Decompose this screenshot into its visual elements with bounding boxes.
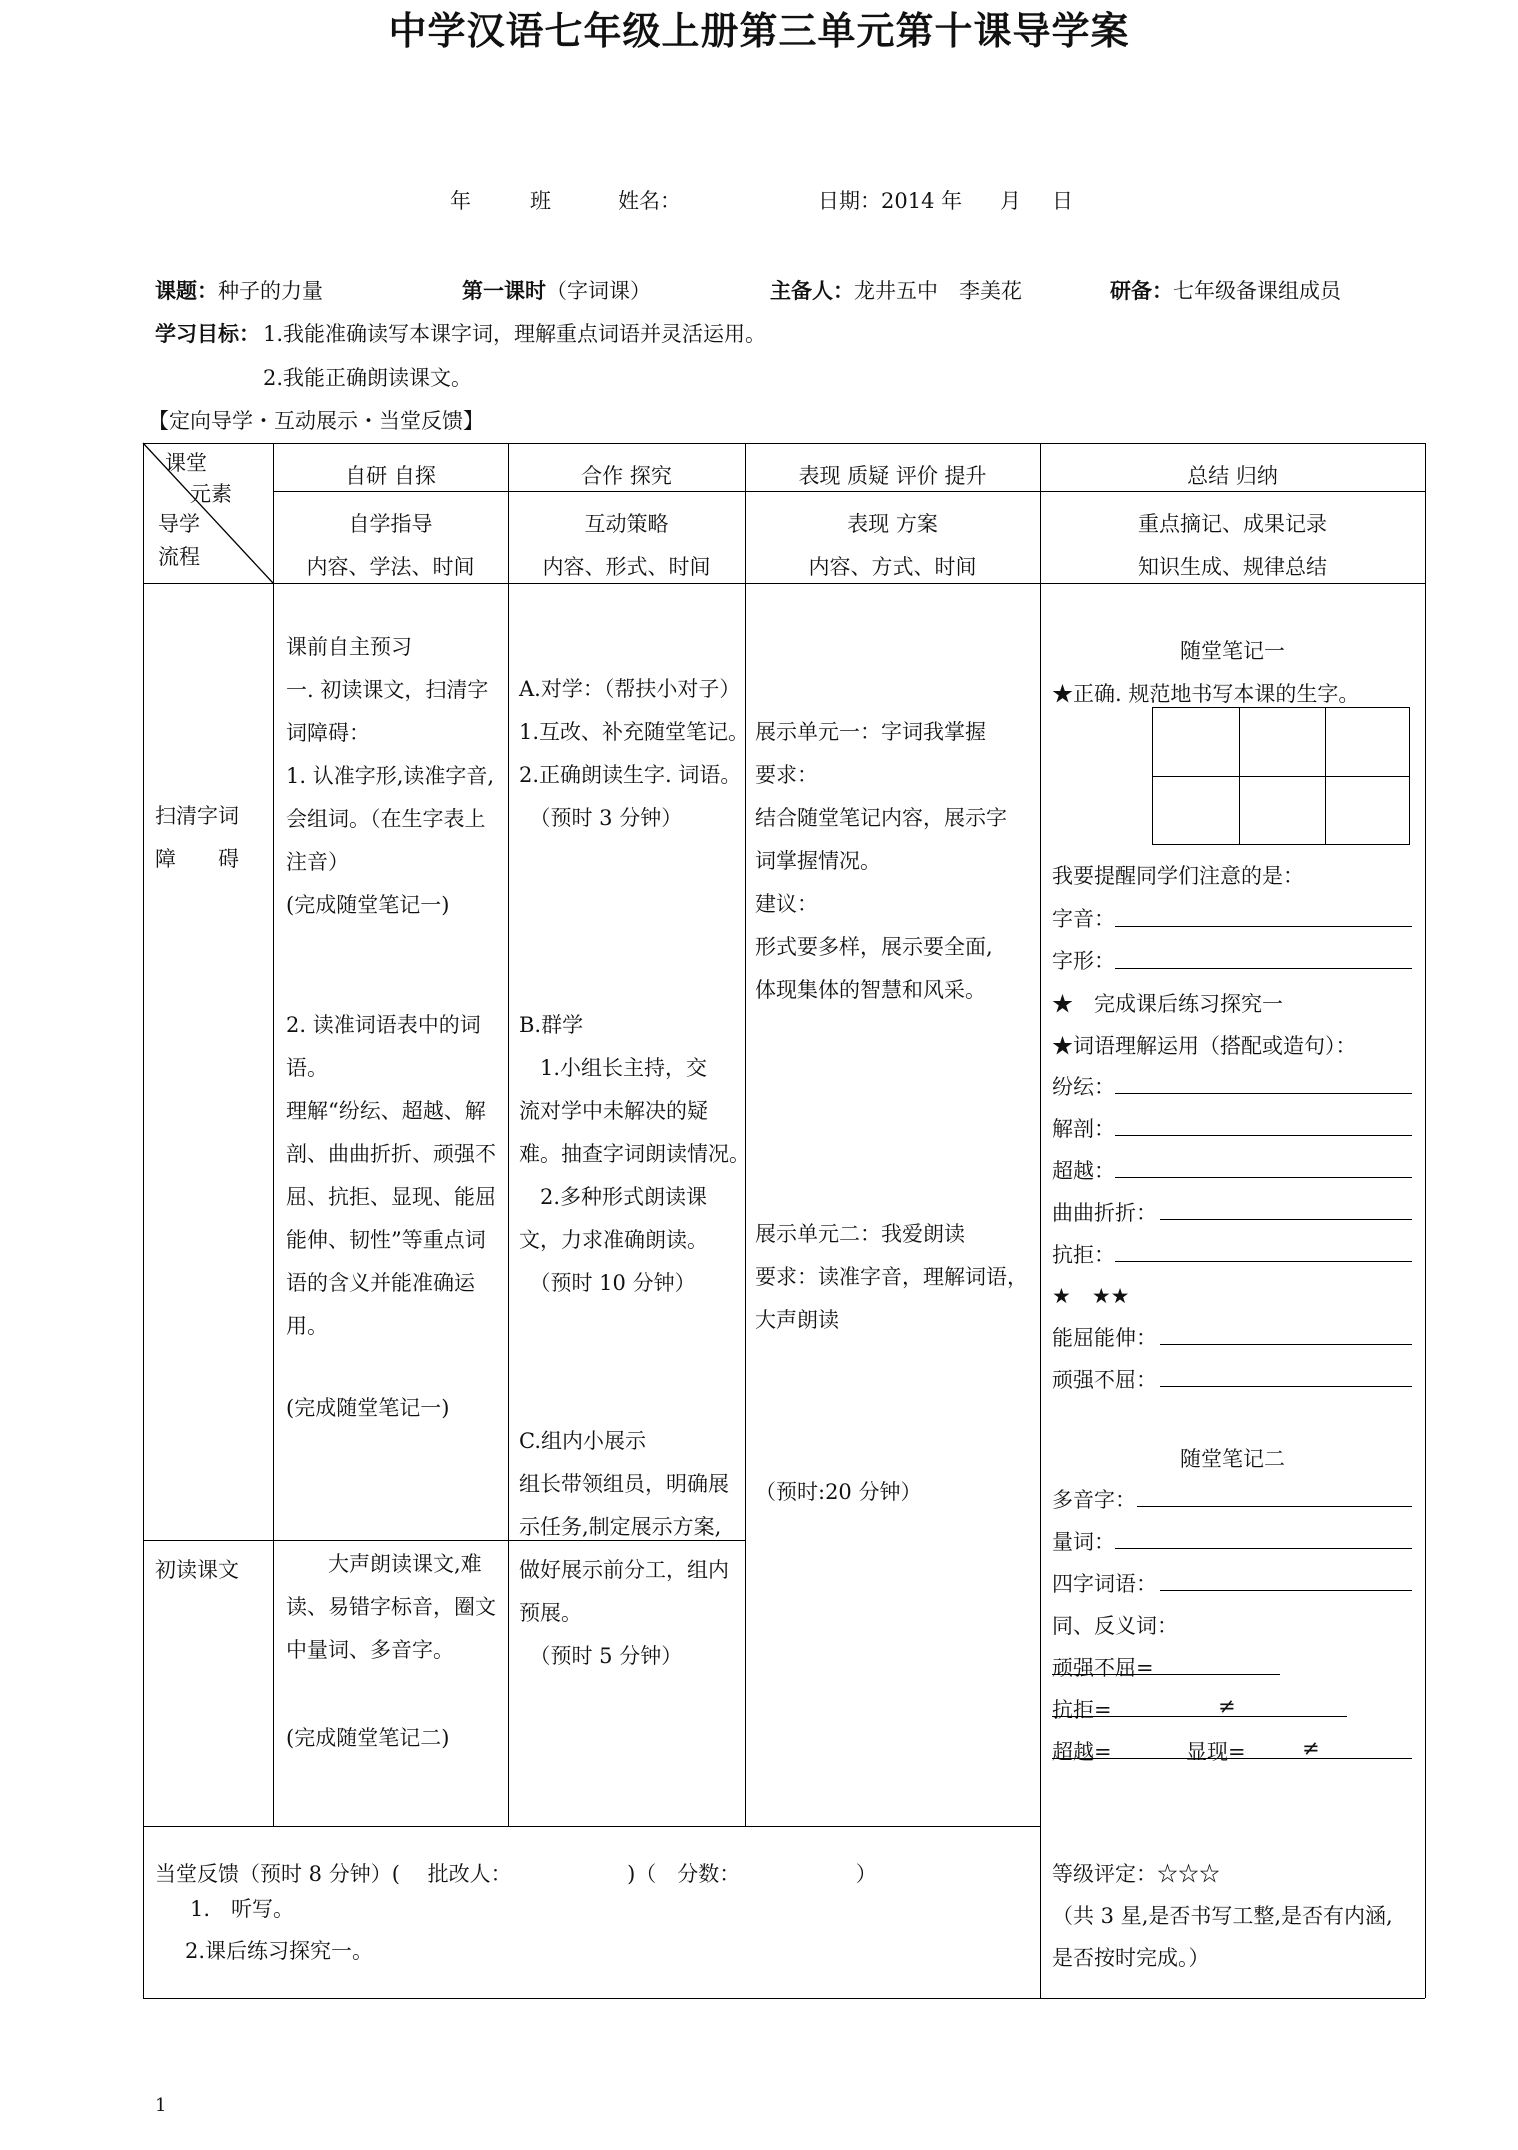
- grade-note-1: （共 3 星,是否书写工整,是否有内涵,: [1052, 1904, 1393, 1928]
- topic-value: 种子的力量: [218, 279, 323, 303]
- word-blank: [1160, 1219, 1412, 1220]
- note2-duoyinzi: 多音字：: [1052, 1488, 1136, 1512]
- col3-b-line: 大声朗读: [755, 1308, 839, 1332]
- grade-label: 年: [450, 189, 471, 213]
- col-sub1-4: 重点摘记、成果记录: [1138, 512, 1327, 536]
- grade-row: [1052, 1858, 1220, 1888]
- col3-a-line: 形式要多样，展示要全面,: [755, 935, 993, 959]
- col2-a-line: A.对学：（帮扶小对子）: [519, 677, 741, 701]
- note2-blank: [1137, 1506, 1412, 1507]
- col-header-3: 表现 质疑 评价 提升: [798, 464, 987, 488]
- col1-b-line: 用。: [286, 1314, 328, 1338]
- col2-block-c: [519, 1420, 729, 1678]
- feedback-item-2: 2.课后练习探究一。: [185, 1939, 374, 1963]
- col3-a-line: 要求：: [755, 763, 818, 787]
- word-blank: [1160, 1344, 1412, 1345]
- col2-b-line: B.群学: [519, 1013, 584, 1037]
- word-blank: [1115, 1135, 1412, 1136]
- word-nengqunengshen: 能屈能伸：: [1052, 1326, 1157, 1350]
- syn-3a: 超越=: [1052, 1740, 1112, 1764]
- note1-title: 随堂笔记一: [1180, 639, 1285, 663]
- date-label: 日期：2014 年: [818, 189, 963, 213]
- word-kangju: 抗拒：: [1052, 1243, 1115, 1267]
- word-blank: [1115, 1093, 1412, 1094]
- col3-a-line: 展示单元一：字词我掌握: [755, 720, 986, 744]
- diag-bot2: 流程: [158, 545, 200, 569]
- syn-2b: ≠: [1218, 1694, 1236, 1718]
- syn-label: 同、反义词：: [1052, 1614, 1178, 1638]
- col3-b-line: 展示单元二：我爱朗读: [755, 1222, 965, 1246]
- word-use-line: ★词语理解运用（搭配或造句）：: [1052, 1034, 1357, 1058]
- word-jiepou: 解剖：: [1052, 1117, 1115, 1141]
- syn-3-underline: [1052, 1758, 1412, 1759]
- note2-title: 随堂笔记二: [1180, 1447, 1285, 1471]
- col-sub2-2: 内容、形式、时间: [542, 555, 711, 579]
- zi-yin-label: 字音：: [1052, 907, 1115, 931]
- class-label: 班: [530, 189, 551, 213]
- syn-3c: ≠: [1302, 1736, 1320, 1760]
- col1-a-line: (完成随堂笔记一): [286, 893, 450, 917]
- col-sub1-2: 互动策略: [584, 512, 669, 536]
- col3-a-line: 结合随堂笔记内容，展示字: [755, 806, 1007, 830]
- preparer-value: 龙井五中 李美花: [854, 279, 1022, 303]
- col-sub1-3: 表现 方案: [847, 512, 938, 536]
- grade-label: 等级评定：: [1052, 1862, 1157, 1886]
- page-number: 1: [155, 2095, 167, 2116]
- col1-block-b: [286, 1004, 496, 1348]
- zi-yin-blank: [1115, 926, 1412, 927]
- note2-sizi: 四字词语：: [1052, 1572, 1157, 1596]
- syn-2-underline: [1052, 1716, 1347, 1717]
- col-sub2-3: 内容、方式、时间: [808, 555, 977, 579]
- col1-b-line: 语的含义并能准确运: [286, 1271, 475, 1295]
- diag-mid: 元素: [190, 482, 232, 506]
- col2-c-line: 组长带领组员，明确展: [519, 1472, 729, 1496]
- research-value: 七年级备课组成员: [1173, 279, 1341, 303]
- month-label: 月: [1000, 189, 1021, 213]
- col-header-2: 合作 探究: [581, 464, 672, 488]
- col1-note-c: (完成随堂笔记一): [286, 1396, 450, 1420]
- row1-label-b: 障 碍: [155, 847, 239, 871]
- col1-a-line: 一. 初读课文，扫清字: [286, 678, 489, 702]
- goals-label: 学习目标：: [155, 321, 260, 346]
- word-chaoyue: 超越：: [1052, 1159, 1115, 1183]
- remind-label: 我要提醒同学们注意的是：: [1052, 864, 1304, 888]
- col-sub2-1: 内容、学法、时间: [306, 555, 475, 579]
- word-blank: [1115, 1261, 1412, 1262]
- page-title: 中学汉语七年级上册第三单元第十课导学案: [388, 9, 1130, 53]
- zi-xing-label: 字形：: [1052, 949, 1115, 973]
- note2-blank: [1115, 1548, 1412, 1549]
- period-note: （字词课）: [546, 279, 651, 303]
- exercise-line: ★ 完成课后练习探究一: [1052, 992, 1283, 1016]
- col3-a-line: 建议：: [755, 892, 818, 916]
- word-blank: [1115, 1177, 1412, 1178]
- col1-d-line: 中量词、多音字。: [286, 1638, 454, 1662]
- col1-b-line: 屈、抗拒、显现、能屈: [286, 1185, 496, 1209]
- col1-a-line: 会组词。（在生字表上: [286, 807, 486, 831]
- character-grid: [1152, 707, 1410, 845]
- col-sub2-4: 知识生成、规律总结: [1138, 555, 1327, 579]
- feedback-item-1: 1. 听写。: [190, 1897, 295, 1921]
- col2-c-line: C.组内小展示: [519, 1429, 646, 1453]
- col2-a-line: 1.互改、补充随堂笔记。: [519, 720, 750, 744]
- word-fenyun: 纷纭：: [1052, 1075, 1115, 1099]
- preparer-label: 主备人：: [770, 278, 854, 303]
- syn-2a: 抗拒=: [1052, 1698, 1112, 1722]
- col-header-4: 总结 归纳: [1187, 464, 1278, 488]
- col3-a-line: 体现集体的智慧和风采。: [755, 978, 986, 1002]
- col2-c-line: 示任务,制定展示方案,: [519, 1515, 722, 1539]
- col2-a-line: 2.正确朗读生字. 词语。: [519, 763, 742, 787]
- stars-line: ★ ★★: [1052, 1284, 1130, 1308]
- zi-xing-blank: [1115, 968, 1412, 969]
- syn-1: 顽强不屈=: [1052, 1656, 1154, 1680]
- diag-bot1: 导学: [158, 512, 200, 536]
- goal-1: 1.我能准确读写本课字词，理解重点词语并灵活运用。: [263, 322, 767, 346]
- row2-label: 初读课文: [155, 1558, 239, 1582]
- syn-3b: 显现=: [1186, 1740, 1246, 1764]
- col1-block-a: [286, 626, 494, 927]
- col1-b-line: 语。: [286, 1056, 328, 1080]
- col1-d-line: 大声朗读课文,难: [286, 1552, 482, 1576]
- col2-b-line: 文，力求准确朗读。: [519, 1228, 708, 1252]
- day-label: 日: [1052, 189, 1073, 213]
- note2-liangci: 量词：: [1052, 1530, 1115, 1554]
- word-blank: [1160, 1386, 1412, 1387]
- col1-b-line: 理解“纷纭、超越、解: [286, 1099, 486, 1123]
- grade-note-2: 是否按时完成。）: [1052, 1946, 1210, 1970]
- period-label: 第一课时: [462, 278, 546, 303]
- col3-time: （预时:20 分钟）: [755, 1480, 922, 1504]
- col1-block-d: [286, 1543, 496, 1672]
- col2-c-line: 做好展示前分工，组内: [519, 1558, 729, 1582]
- note2-blank: [1160, 1590, 1412, 1591]
- col2-c-line: （预时 5 分钟）: [519, 1644, 683, 1668]
- feedback-line: 当堂反馈（预时 8 分钟）( 批改人： )（ 分数： ）: [155, 1862, 877, 1886]
- row1-label-a: 扫清字词: [155, 804, 239, 828]
- research-label: 研备：: [1110, 278, 1173, 303]
- col2-b-line: （预时 10 分钟）: [519, 1271, 696, 1295]
- col1-b-line: 能伸、韧性”等重点词: [286, 1228, 486, 1252]
- col3-a-line: 词掌握情况。: [755, 849, 881, 873]
- col1-a-line: 1. 认准字形,读准字音,: [286, 764, 495, 788]
- col-sub1-1: 自学指导: [348, 512, 433, 536]
- mode-line: 【定向导学・互动展示・当堂反馈】: [148, 409, 484, 433]
- col2-b-line: 流对学中未解决的疑: [519, 1099, 708, 1123]
- name-label: 姓名：: [618, 189, 681, 213]
- col2-block-a: [519, 668, 749, 840]
- col1-b-line: 2. 读准词语表中的词: [286, 1013, 481, 1037]
- col1-d-line: 读、易错字标音，圈文: [286, 1595, 496, 1619]
- col2-b-line: 2.多种形式朗读课: [519, 1185, 708, 1209]
- col2-b-line: 难。抽查字词朗读情况。: [519, 1142, 750, 1166]
- col1-a-line: 注音）: [286, 850, 349, 874]
- word-ququzhezhe: 曲曲折折：: [1052, 1201, 1157, 1225]
- col3-block-b: [755, 1213, 1028, 1342]
- col2-a-line: （预时 3 分钟）: [519, 806, 683, 830]
- col1-a-line: 词障碍：: [286, 721, 370, 745]
- col1-note-e: (完成随堂笔记二): [286, 1726, 450, 1750]
- note1-requirement: ★正确. 规范地书写本课的生字。: [1052, 682, 1360, 706]
- word-wanqiangbuqu: 顽强不屈：: [1052, 1368, 1157, 1392]
- col2-block-b: [519, 1004, 750, 1305]
- goal-2: 2.我能正确朗读课文。: [263, 366, 473, 390]
- col-header-1: 自研 自探: [345, 464, 436, 488]
- diag-top: 课堂: [165, 451, 207, 475]
- grade-stars: ☆☆☆: [1157, 1862, 1220, 1886]
- grid-line: [1153, 776, 1409, 777]
- syn-1-underline: [1052, 1674, 1280, 1675]
- col1-a-line: 课前自主预习: [286, 635, 412, 659]
- col2-b-line: 1.小组长主持，交: [519, 1056, 708, 1080]
- col3-b-line: 要求：读准字音，理解词语，: [755, 1265, 1028, 1289]
- topic-label: 课题：: [155, 278, 218, 303]
- col1-b-line: 剖、曲曲折折、顽强不: [286, 1142, 496, 1166]
- col2-c-line: 预展。: [519, 1601, 582, 1625]
- col3-block-a: [755, 711, 1007, 1012]
